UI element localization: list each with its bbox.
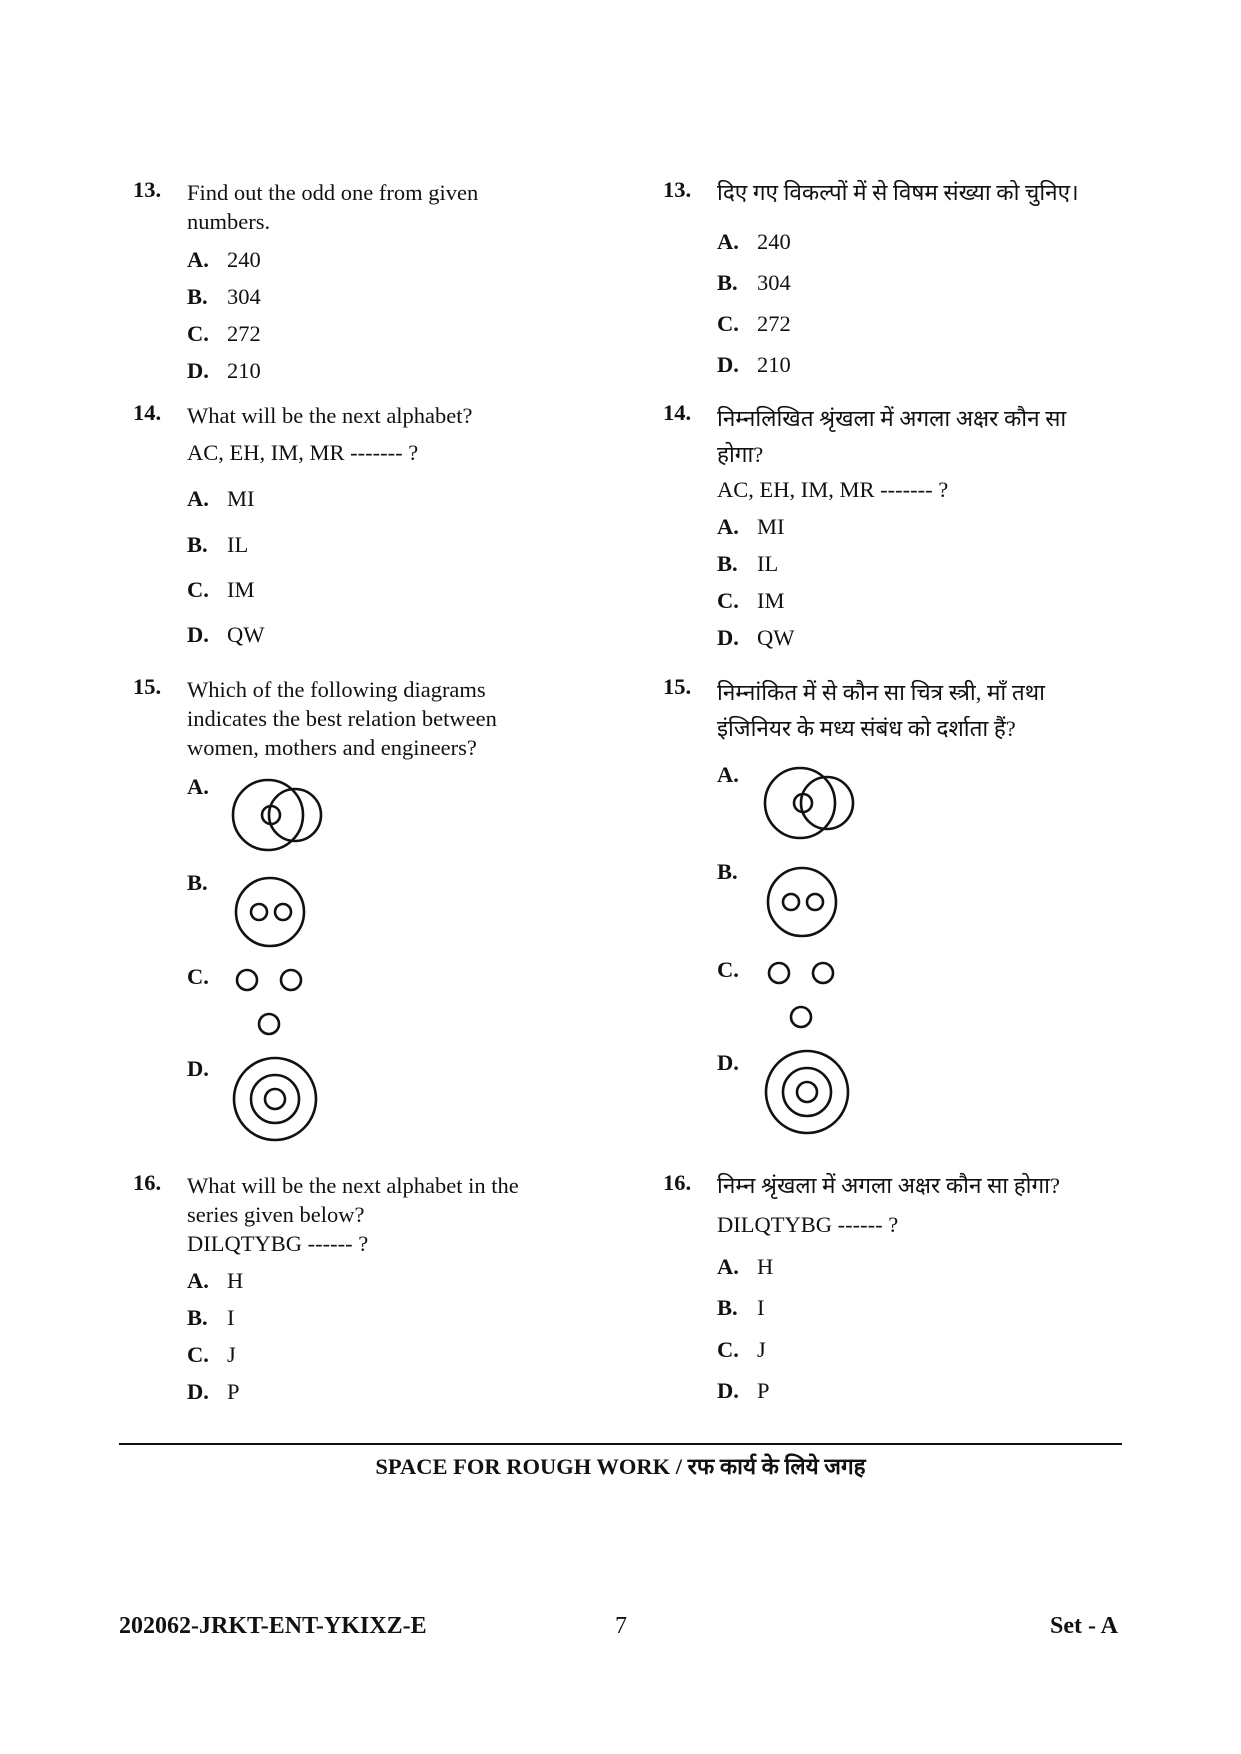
option-d[interactable]	[187, 620, 265, 649]
option-value: MI	[227, 486, 255, 511]
option-label: B.	[187, 1305, 208, 1330]
option-value: I	[227, 1305, 235, 1330]
option-value: 240	[227, 247, 261, 272]
option-value: IL	[757, 551, 779, 576]
rough-work-divider	[119, 1443, 1122, 1445]
option-a[interactable]	[187, 484, 255, 513]
option-label: B.	[717, 1295, 738, 1320]
option-c[interactable]	[187, 1340, 236, 1369]
option-value: 240	[757, 229, 791, 254]
diagram-d-concentric-circles	[763, 1047, 853, 1137]
question-text: What will be the next alphabet?	[187, 403, 473, 428]
option-label: C.	[187, 321, 209, 346]
option-c[interactable]	[717, 309, 791, 338]
option-label: D.	[187, 622, 209, 647]
question-number: 15.	[663, 674, 692, 699]
question-text: Find out the odd one from given numbers.	[187, 180, 479, 234]
option-value: 304	[227, 284, 261, 309]
option-c[interactable]	[717, 586, 785, 615]
option-label: C.	[187, 577, 209, 602]
footer-set: Set - A	[1050, 1613, 1118, 1639]
option-a[interactable]	[187, 245, 261, 274]
option-a[interactable]	[717, 1252, 773, 1281]
question-number: 16.	[133, 1170, 162, 1195]
question-text: निम्न श्रृंखला में अगला अक्षर कौन सा होगा?	[717, 1173, 1060, 1198]
option-b[interactable]	[187, 530, 248, 559]
option-label: B.	[717, 270, 738, 295]
option-label: C.	[717, 1337, 739, 1362]
option-label: B.	[187, 284, 208, 309]
question-text: निम्नांकित में से कौन सा चित्र स्त्री, माँ तथा इंजिनियर के मध्य संबंध को दर्शाता हैं?	[717, 680, 1045, 741]
question-number: 14.	[133, 400, 162, 425]
option-value: H	[757, 1254, 774, 1279]
letter-series: AC, EH, IM, MR ------- ?	[717, 477, 949, 502]
option-label: A.	[717, 762, 739, 787]
option-label: B.	[187, 870, 208, 895]
option-value: MI	[757, 514, 785, 539]
option-label: D.	[187, 1379, 209, 1404]
diagram-a-overlapping-circles	[231, 775, 333, 855]
option-label: A.	[717, 514, 739, 539]
option-value: J	[227, 1342, 236, 1367]
option-label: C.	[717, 957, 739, 982]
option-value: 210	[757, 352, 791, 377]
option-b[interactable]	[717, 268, 791, 297]
diagram-b-two-circles-inside	[763, 862, 843, 942]
option-value: IL	[227, 532, 249, 557]
option-label: B.	[187, 532, 208, 557]
option-d[interactable]	[187, 1054, 227, 1083]
diagram-c-separate-circles	[231, 960, 311, 1040]
option-label: B.	[717, 859, 738, 884]
option-label: A.	[187, 486, 209, 511]
option-label: D.	[717, 625, 739, 650]
question-text: Which of the following diagrams indicates the best relation between women, mothers and engineers?	[187, 677, 497, 760]
option-a[interactable]	[717, 512, 785, 541]
option-a[interactable]	[717, 227, 791, 256]
question-number: 14.	[663, 400, 692, 425]
option-value: 272	[227, 321, 261, 346]
option-d[interactable]	[187, 1377, 240, 1406]
letter-series: DILQTYBG ------ ?	[717, 1212, 899, 1237]
option-value: I	[757, 1295, 765, 1320]
footer-page-number: 7	[615, 1613, 627, 1639]
question-text: What will be the next alphabet in the series given below?	[187, 1173, 519, 1227]
option-a[interactable]	[717, 760, 757, 789]
diagram-c-separate-circles	[763, 953, 843, 1033]
option-d[interactable]	[717, 1048, 757, 1077]
option-label: A.	[187, 247, 209, 272]
diagram-b-two-circles-inside	[231, 872, 311, 952]
question-number: 13.	[663, 177, 692, 202]
option-c[interactable]	[717, 955, 757, 984]
diagram-d-concentric-circles	[231, 1054, 321, 1144]
option-b[interactable]	[187, 868, 227, 897]
option-label: A.	[717, 1254, 739, 1279]
option-value: 272	[757, 311, 791, 336]
option-label: C.	[717, 311, 739, 336]
question-number: 15.	[133, 674, 162, 699]
question-number: 16.	[663, 1170, 692, 1195]
option-c[interactable]	[187, 575, 255, 604]
option-label: A.	[187, 774, 209, 799]
option-label: C.	[187, 1342, 209, 1367]
option-d[interactable]	[717, 350, 791, 379]
option-label: D.	[717, 1050, 739, 1075]
option-b[interactable]	[717, 1293, 765, 1322]
question-number: 13.	[133, 177, 162, 202]
option-label: A.	[187, 1268, 209, 1293]
option-a[interactable]	[187, 1266, 243, 1295]
option-label: D.	[187, 1056, 209, 1081]
option-label: C.	[717, 588, 739, 613]
option-b[interactable]	[187, 282, 261, 311]
option-label: B.	[717, 551, 738, 576]
option-b[interactable]	[717, 549, 778, 578]
option-value: QW	[757, 625, 795, 650]
option-value: 210	[227, 358, 261, 383]
option-d[interactable]	[717, 1376, 770, 1405]
letter-series: DILQTYBG ------ ?	[187, 1231, 369, 1256]
option-c[interactable]	[187, 962, 227, 991]
option-c[interactable]	[717, 1335, 766, 1364]
rough-work-heading: SPACE FOR ROUGH WORK / रफ कार्य के लिये जगह	[375, 1454, 866, 1479]
question-text: दिए गए विकल्पों में से विषम संख्या को चुनिए।	[717, 180, 1079, 205]
option-value: IM	[227, 577, 255, 602]
option-b[interactable]	[187, 1303, 235, 1332]
option-value: IM	[757, 588, 785, 613]
option-value: J	[757, 1337, 766, 1362]
option-value: QW	[227, 622, 265, 647]
option-d[interactable]	[187, 356, 261, 385]
option-d[interactable]	[717, 623, 795, 652]
option-value: 304	[757, 270, 791, 295]
option-label: D.	[187, 358, 209, 383]
option-c[interactable]	[187, 319, 261, 348]
option-a[interactable]	[187, 772, 227, 801]
diagram-a-overlapping-circles	[763, 763, 865, 843]
option-label: D.	[717, 352, 739, 377]
option-b[interactable]	[717, 857, 757, 886]
option-label: C.	[187, 964, 209, 989]
option-value: P	[227, 1379, 240, 1404]
option-label: A.	[717, 229, 739, 254]
option-value: P	[757, 1378, 770, 1403]
option-label: D.	[717, 1378, 739, 1403]
question-text: निम्नलिखित श्रृंखला में अगला अक्षर कौन सा होगा?	[717, 406, 1067, 467]
letter-series: AC, EH, IM, MR ------- ?	[187, 440, 419, 465]
footer-paper-code: 202062-JRKT-ENT-YKIXZ-E	[119, 1613, 427, 1639]
option-value: H	[227, 1268, 244, 1293]
